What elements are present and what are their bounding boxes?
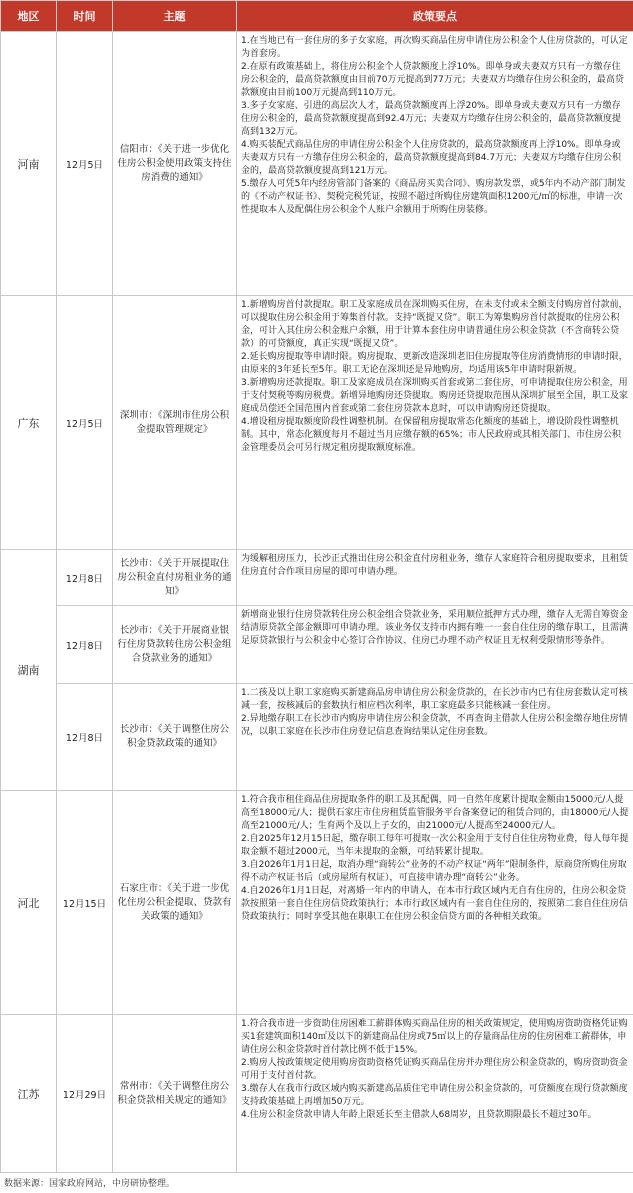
policy-point: 5.缴存人可凭5年内经房管部门备案的《商品房买卖合同》、购房款发票，或5年内不动产部门制发的《不动产权证书》、契税完税凭证，按照不超过所购住房建筑面积1200元/㎡的标准，申请一次性提取本人及配偶住房公积金个人账户余额用于所购住房装修。 — [241, 179, 626, 215]
points-cell — [237, 296, 633, 550]
points-cell — [237, 32, 633, 296]
policy-point: 1.在当地已有一套住房的多子女家庭，再次购买商品住房申请住房公积金个人住房贷款的，可认定为首套房。 — [241, 36, 628, 59]
policy-point: 2.异地缴存职工在长沙市内购房申请住房公积金贷款，不再查询主借款人住房公积金缴存地住房情况，以职工家庭在长沙市住房登记信息查询结果认定住房套数。 — [241, 714, 628, 737]
policy-point: 3.自2026年1月1日起，取消办理“商转公”业务的不动产权证“两年”限制条件，原商贷所购住房取得不动产权证书后（或房屋所有权证），可直接申请办理“商转公”业务。 — [241, 860, 627, 883]
policy-point: 3.缴存人在我市行政区域内购买新建高品质住宅申请住房公积金贷款的，可贷额度在现行贷款额度支持政策基础上再增加50万元。 — [241, 1084, 628, 1107]
table-row — [1, 1015, 633, 1173]
date-cell: 12月29日 — [57, 1015, 113, 1173]
date-cell: 12月5日 — [57, 32, 113, 296]
policy-point: 为缓解租房压力，长沙正式推出住房公积金直付房租业务，缴存人家庭符合租房提取要求，且租赁住房直付合作项目房屋的即可申请办理。 — [241, 554, 629, 577]
region-cell: 江苏 — [1, 1015, 57, 1173]
region-cell: 河南 — [1, 32, 57, 296]
policy-point: 1.符合我市进一步资助住房困难工薪群体购买商品住房的相关政策规定，使用购房资助资格凭证购买1套建筑面积140㎡及以下的新建商品住房或75㎡以上的存量商品住房的住房困难工薪群体，申请住房公积金贷款时首付款比例不低于15%。 — [241, 1019, 628, 1055]
policy-point: 2.自2025年12月15日起，缴存职工每年可提取一次公积金用于支付自住住房物业费，每人每年提取金额不超过2000元，当年未提取的金额，可结转累计提取。 — [241, 834, 629, 857]
policy-point: 2.购房人按政策规定使用购房资助资格凭证购买商品住房并办理住房公积金贷款的，购房资助资金可用于支付首付款。 — [241, 1058, 628, 1081]
policy-point: 1.新增购房首付款提取。职工及家庭成员在深圳购买住房，在未支付或未全额支付购房首付款前，可以提取住房公积金用于筹集首付款。支持“既提又贷”。职工为筹集购房首付款提取的住房公积金，可计入其住房公积金账户余额，用于计算本套住房申请普通住房公积金贷款（不含商转公贷款）的可贷额度，真正实现“既提又贷”。 — [241, 300, 628, 349]
policy-point: 4.住房公积金贷款申请人年龄上限延长至主借款人68周岁，且贷款期限最长不超过30年。 — [241, 1110, 597, 1120]
policy-point: 4.增设租房提取额度阶段性调整机制。在保留租房提取常态化额度的基础上，增设阶段性调整机制。其中，常态化额度每月不超过当月应缴存额的65%；市人民政府或其相关部门、市住房公积金管理委员会可另行规定租房提取额度标准。 — [241, 417, 622, 453]
topic-cell: 常州市：《关于调整住房公积金贷款相关规定的通知》 — [113, 1015, 237, 1173]
date-cell: 12月8日 — [57, 606, 113, 684]
region-cell: 广东 — [1, 296, 57, 550]
policy-point: 1.符合我市租住商品住房提取条件的职工及其配偶，同一自然年度累计提取金额由15000元/人提高至18000元/人；提供石家庄市住房租赁监管服务平台备案登记的租赁合同的，由18000元/人提高至21000元/人；生育两个及以上子女的，由21000元/人提高至24000元/人。 — [241, 795, 629, 831]
region-cell: 湖南 — [1, 550, 57, 791]
table-row — [1, 606, 633, 684]
header-region: 地区 — [1, 1, 57, 32]
topic-cell: 长沙市：《关于开展提取住房公积金直付房租业务的通知》 — [113, 550, 237, 606]
policy-point: 2.延长购房提取等申请时限。购房提取、更新改造深圳老旧住房提取等住房消费情形的申请时限，由原来的3年延长至5年。职工无论在深圳还是异地购房，均适用该5年申请时限新规。 — [241, 352, 628, 375]
points-cell — [237, 606, 633, 684]
policy-point: 2.在原有政策基础上，将住房公积金个人贷款额度上浮10%。即单身或夫妻双方只有一方缴存住房公积金的，最高贷款额度由目前70万元提高到77万元；夫妻双方均缴存住房公积金的，最高贷款额度由目前100万元提高到110万元。 — [241, 62, 624, 98]
header-points: 政策要点 — [237, 1, 633, 32]
policy-point: 新增商业银行住房贷款转住房公积金组合贷款业务，采用顺位抵押方式办理，缴存人无需自筹资金结清原贷款全部金额即可申请办理。该业务仅支持市内拥有唯一一套自住住房的缴存职工，且需满足原贷款银行与公积金中心签订合作协议、住房已办理不动产权证且无权利受限情形等条件。 — [241, 610, 629, 646]
points-cell — [237, 791, 633, 1015]
topic-cell: 深圳市：《深圳市住房公积金提取管理规定》 — [113, 296, 237, 550]
topic-cell: 长沙市：《关于调整住房公积金贷款政策的通知》 — [113, 684, 237, 791]
table-row — [1, 791, 633, 1015]
policy-point: 3.新增购房还款提取。职工及家庭成员在深圳购买首套或第二套住房，可申请提取住房公积金，用于支付契税等购房税费。新增异地购房还贷提取。购房还贷提取范围从深圳扩展至全国，职工及家庭成员偿还全国范围内首套或第二套住房贷款本息时，可以申请购房还贷提取。 — [241, 378, 629, 414]
date-cell: 12月5日 — [57, 296, 113, 550]
region-cell: 河北 — [1, 791, 57, 1015]
policy-point: 3.多子女家庭、引进的高层次人才，最高贷款额度再上浮20%。即单身或夫妻双方只有一方缴存住房公积金的，最高贷款额度提高到92.4万元；夫妻双方均缴存住房公积金的，最高贷款额度提高到132万元。 — [241, 101, 622, 137]
date-cell: 12月8日 — [57, 550, 113, 606]
policy-point: 4.自2026年1月1日起，对离婚一年内的申请人，在本市行政区域内无自有住房的，住房公积金贷款按照第一套自住住房信贷政策执行；本市行政区域内有一套自住住房的，按照第二套自住住房信贷政策执行；同时享受其他在职职工在住房公积金信贷方面的各种相关政策。 — [241, 886, 629, 922]
header-topic: 主题 — [113, 1, 237, 32]
table-row — [1, 550, 633, 606]
topic-cell: 石家庄市：《关于进一步优化住房公积金提取、贷款有关政策的通知》 — [113, 791, 237, 1015]
table-row — [1, 32, 633, 296]
topic-cell: 信阳市：《关于进一步优化住房公积金使用政策支持住房消费的通知》 — [113, 32, 237, 296]
table-row — [1, 296, 633, 550]
topic-cell: 长沙市：《关于开展商业银行住房贷款转住房公积金组合贷款业务的通知》 — [113, 606, 237, 684]
source-note: 数据来源：国家政府网站，中房研协整理。 — [4, 1179, 176, 1189]
points-cell — [237, 684, 633, 791]
header-date: 时间 — [57, 1, 113, 32]
date-cell: 12月8日 — [57, 684, 113, 791]
points-cell — [237, 550, 633, 606]
points-cell — [237, 1015, 633, 1173]
date-cell: 12月15日 — [57, 791, 113, 1015]
table-row — [1, 684, 633, 791]
header-row — [1, 1, 633, 32]
policy-point: 4.购买装配式商品住房的申请住房公积金个人住房贷款的，最高贷款额度再上浮10%。即单身或夫妻双方只有一方缴存住房公积金的，最高贷款额度提高到84.7万元；夫妻双方均缴存住房公积金的，最高贷款额度提高到121万元。 — [241, 140, 622, 176]
policy-point: 1.二孩及以上职工家庭购买新建商品房申请住房公积金贷款的，在长沙市内已有住房套数认定可核减一套，按核减后的套数执行相应档次利率，职工家庭最多只能核减一套住房。 — [241, 688, 628, 711]
